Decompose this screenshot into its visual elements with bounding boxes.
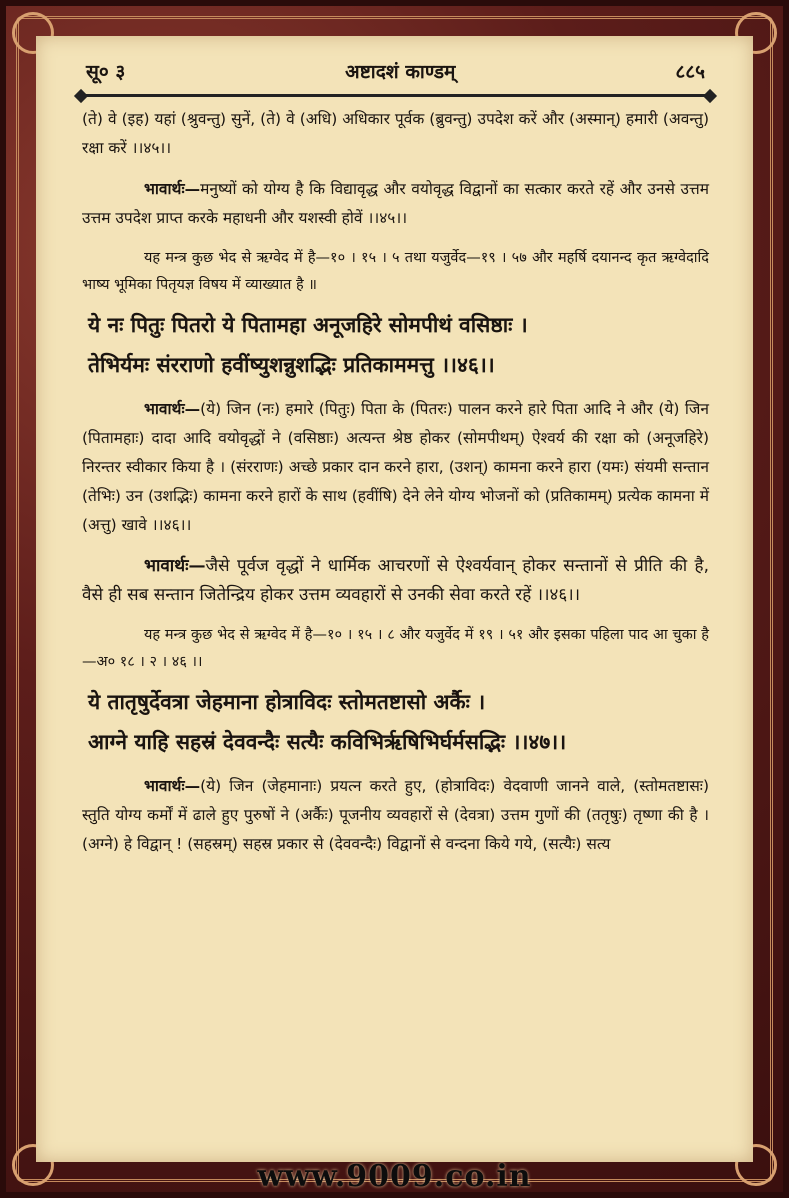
bhavarth-paragraph: भावार्थः—जैसे पूर्वज वृद्धों ने धार्मिक आचरणों से ऐश्वर्यवान् होकर सन्तानों से प्रीति की है, वैसे ही सब सन्तान जितेन्द्रिय होकर उत्तम व्यवहारों से उनकी सेवा करते रहें ।।४६।।: [82, 556, 709, 605]
reference-note: यह मन्त्र कुछ भेद से ऋग्वेद में है—१० । १५ । ८ और यजुर्वेद में १९ । ५१ और इसका पहिला पाद आ चुका है—अ० १८ । २ । ४६ ।।: [82, 627, 709, 670]
reference-note: यह मन्त्र कुछ भेद से ऋग्वेद में है—१० । १५ । ५ तथा यजुर्वेद—१९ । ५७ और महर्षि दयानन्द कृत ऋग्वेदादि भाष्य भूमिका पितृयज्ञ विषय में व्याख्यात है ॥: [82, 250, 709, 293]
running-header: [82, 58, 709, 84]
page-number: ८८५: [675, 61, 705, 83]
mantra-46: [82, 305, 709, 385]
book-page: [36, 36, 753, 1162]
mantra-line: आग्ने याहि सहस्रं देववन्दैः सत्यैः कविभिर्ऋषिभिर्घर्मसद्भिः ।।४७।।: [88, 730, 567, 754]
kanda-title: अष्टादशं काण्डम्: [345, 61, 456, 83]
sukta-number: सू० ३: [86, 61, 126, 83]
bhavarth-paragraph: भावार्थः—मनुष्यों को योग्य है कि विद्यावृद्ध और वयोवृद्ध विद्वानों का सत्कार करते रहें और उनसे उत्तम उत्तम उपदेश प्राप्त करके महाधनी और यशस्वी होवें ।।४५।।: [82, 180, 709, 227]
meaning-paragraph: भावार्थः—(ये) जिन (नः) हमारे (पितुः) पिता के (पितरः) पालन करने हारे पिता आदि ने और (ये) जिन (पितामहाः) दादा आदि वयोवृद्धों ने (वसिष्ठाः) अत्यन्त श्रेष्ठ होकर (सोमपीथम्) ऐश्वर्य की रक्षा को (अनूजहिरे) निरन्तर स्वीकार किया है । (संरराणः) अच्छे प्रकार दान करने हारा, (उशन्) कामना करने हारा (यमः) संयमी सन्तान (तेभिः) उन (उशद्भिः) कामना करने हारों के साथ (हवींषि) देने लेने योग्य भोजनों को (प्रतिकामम्) प्रत्येक कामना में (अत्तु) खावे ।।४६।।: [82, 400, 709, 534]
mantra-47: [82, 682, 709, 762]
meaning-paragraph: भावार्थः—(ये) जिन (जेहमानाः) प्रयत्न करते हुए, (होत्राविदः) वेदवाणी जानने वाले, (स्तोमतष्टासः) स्तुति योग्य कर्मों में ढाले हुए पुरुषों ने (अर्कैः) पूजनीय व्यवहारों से (देवत्रा) उत्तम गुणों की (ततृषुः) तृष्णा की है । (अग्ने) हे विद्वान् ! (सहस्रम्) सहस्र प्रकार से (देववन्दैः) विद्वानों से वन्दना किये गये, (सत्यैः) सत्य: [82, 777, 709, 853]
mantra-line: ये तातृषुर्देवत्रा जेहमाना होत्राविदः स्तोमतष्टासो अर्कैः ।: [88, 690, 486, 714]
mantra-line: ये नः पितुः पितरो ये पितामहा अनूजहिरे सोमपीथं वसिष्ठाः ।: [88, 313, 528, 337]
header-divider: [82, 94, 709, 97]
mantra-line: तेभिर्यमः संरराणो हवींष्युशन्नुशद्भिः प्रतिकाममत्तु ।।४६।।: [88, 353, 495, 377]
website-watermark: www.9009.co.in: [257, 1159, 532, 1194]
meaning-paragraph: (ते) वे (इह) यहां (श्रुवन्तु) सुनें, (ते) वे (अधि) अधिकार पूर्वक (ब्रुवन्तु) उपदेश करें और (अस्मान्) हमारी (अवन्तु) रक्षा करें ।।४५।।: [82, 110, 709, 157]
